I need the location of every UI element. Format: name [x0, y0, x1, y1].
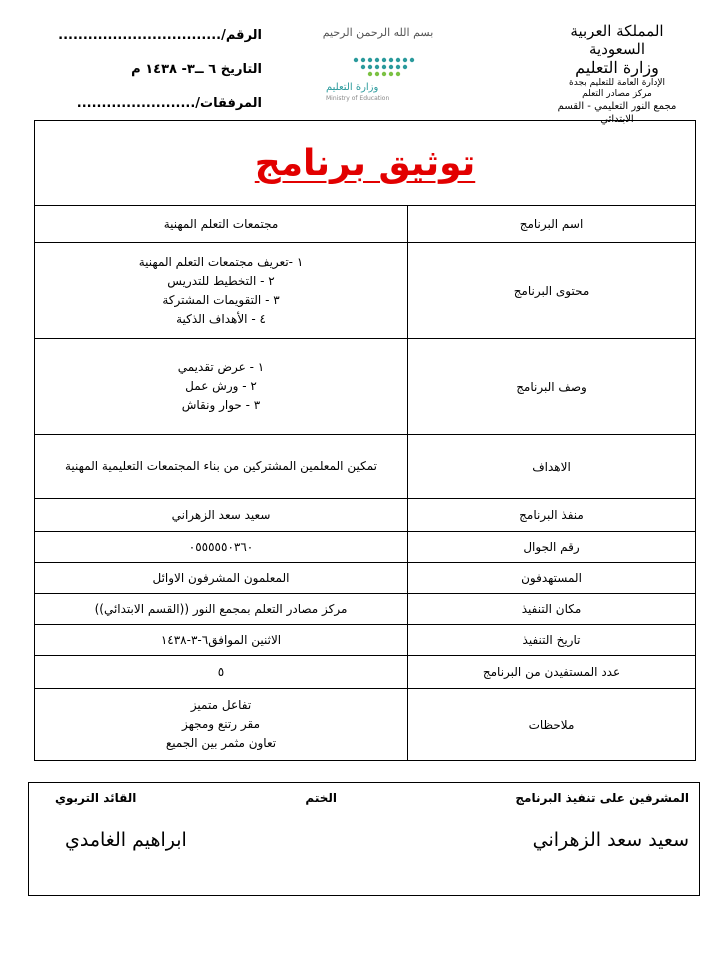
kingdom-text: المملكة العربية السعودية [570, 22, 664, 58]
page-title: توثيق برنامج [254, 142, 476, 184]
value-line: تفاعل متميز [190, 698, 252, 712]
table-row [35, 206, 696, 243]
value-line: المعلمون المشرفون الاوائل [152, 570, 290, 585]
basmala-calligraphy: بسم الله الرحمن الرحيم [322, 26, 434, 39]
table-row [35, 625, 696, 656]
value-line: مقر رتنع ومجهز [181, 717, 260, 731]
stamp-label: الختم [305, 791, 337, 805]
center-text: مركز مصادر التعلم [582, 89, 652, 99]
row-value [35, 206, 408, 243]
row-value [35, 594, 408, 625]
row-value [35, 689, 408, 761]
row-label: وصف البرنامج [408, 339, 696, 435]
value-line: ٣ - حوار ونقاش [181, 398, 261, 412]
logo-text: وزارة التعليم [326, 82, 379, 93]
complex-text: مجمع النور التعليمي - القسم الابتدائي [557, 101, 677, 125]
row-label: المستهدفون [408, 563, 696, 594]
ministry-logo-icon [318, 52, 418, 82]
row-label: اسم البرنامج [408, 206, 696, 243]
title-cell [35, 121, 696, 206]
supervisor-name: سعيد سعد الزهراني [532, 829, 689, 851]
table-row [35, 339, 696, 435]
row-label: عدد المستفيدن من البرنامج [408, 656, 696, 689]
program-table [34, 120, 696, 761]
number-field: الرقم/................................. [58, 28, 262, 43]
row-label: الاهداف [408, 435, 696, 499]
table-row [35, 532, 696, 563]
table-row [35, 656, 696, 689]
value-line: ١ - عرض تقديمي [177, 360, 265, 374]
row-label: تاريخ التنفيذ [408, 625, 696, 656]
value-line: ٠٥٥٥٥٥٠٣٦٠ [188, 539, 254, 554]
admin-text: الإدارة العامة للتعليم بجدة [569, 78, 665, 88]
signatures-box [28, 782, 700, 896]
ministry-logo [318, 52, 428, 102]
value-line: تعاون مثمر بين الجميع [165, 736, 277, 750]
row-value [35, 499, 408, 532]
leader-label: القائد التربوي [55, 791, 137, 805]
value-line: سعيد سعد الزهراني [171, 507, 271, 522]
row-label: ملاحظات [408, 689, 696, 761]
value-line: مركز مصادر التعلم بمجمع النور ((القسم الابتدائي)) [94, 601, 348, 616]
value-line: ١ -تعريف مجتمعات التعلم المهنية [138, 254, 304, 269]
row-value [35, 339, 408, 435]
date-field: التاريخ ٦ ــ٣- ١٤٣٨ م [131, 62, 262, 77]
value-line: ٤ - الأهداف الذكية [176, 311, 266, 326]
value-line: تمكين المعلمين المشتركين من بناء المجتمعات التعليمية المهنية [64, 459, 377, 473]
value-line: مجتمعات التعلم المهنية [163, 216, 279, 231]
row-value [35, 435, 408, 499]
row-label: محتوى البرنامج [408, 243, 696, 339]
row-value [35, 532, 408, 563]
leader-name: ابراهيم الغامدي [65, 829, 187, 851]
table-row [35, 689, 696, 761]
attachments-field: المرفقات/........................ [76, 96, 262, 111]
table-row [35, 594, 696, 625]
supervisors-label: المشرفين على تنفيذ البرنامج [515, 791, 689, 805]
value-line: ٢ - ورش عمل [185, 379, 257, 393]
table-row [35, 563, 696, 594]
value-line: ٢ - التخطيط للتدريس [167, 273, 275, 288]
row-value [35, 243, 408, 339]
row-value [35, 656, 408, 689]
row-label: مكان التنفيذ [408, 594, 696, 625]
row-value [35, 625, 408, 656]
value-line: الاثنين الموافق٦-٣-١٤٣٨ [160, 632, 282, 647]
row-value [35, 563, 408, 594]
row-label: منفذ البرنامج [408, 499, 696, 532]
ministry-text: وزارة التعليم [575, 58, 659, 77]
table-row [35, 499, 696, 532]
value-line: ٥ [217, 664, 225, 679]
logo-text-english: Ministry of Education [326, 95, 390, 102]
table-row [35, 243, 696, 339]
value-line: ٣ - التقويمات المشتركة [162, 292, 280, 307]
header-institution [542, 22, 692, 126]
table-row [35, 435, 696, 499]
reference-info [58, 28, 262, 130]
row-label: رقم الجوال [408, 532, 696, 563]
